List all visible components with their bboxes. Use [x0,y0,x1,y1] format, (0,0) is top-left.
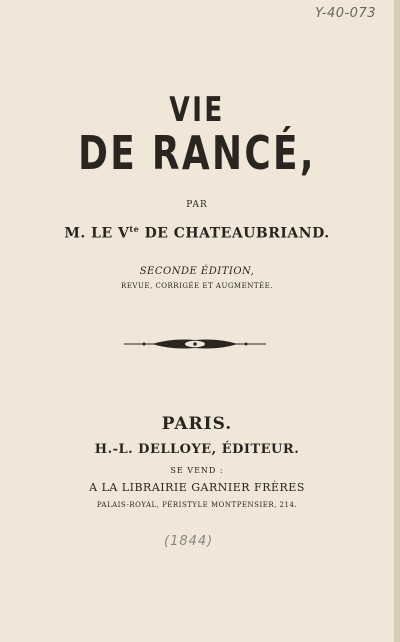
edition-revision: REVUE, CORRIGÉE ET AUGMENTÉE. [121,282,273,290]
imprint-sold-at: SE VEND : [170,466,224,475]
imprint-city: PARIS. [161,414,233,434]
author-suffix: DE CHATEAUBRIAND. [139,225,330,242]
imprint-publisher: H.-L. DELLOYE, ÉDITEUR. [94,442,300,457]
shelfmark-note: Y-40-073 [315,6,376,21]
by-label: PAR [186,200,208,210]
title-line-2: DE RANCÉ, [78,126,316,180]
pencil-date-note: (1844) [164,534,214,549]
imprint-bookseller: A LA LIBRAIRIE GARNIER FRÈRES [89,481,305,494]
author-superscript: te [129,224,140,234]
author-name [0,224,394,242]
author-prefix: M. LE V [64,225,130,242]
ornament-rule [122,336,268,352]
imprint-address: PALAIS-ROYAL, PÉRISTYLE MONTPENSIER, 214. [96,501,298,509]
edition-statement: SECONDE ÉDITION, [139,266,255,277]
title-line-1: VIE [169,90,225,130]
